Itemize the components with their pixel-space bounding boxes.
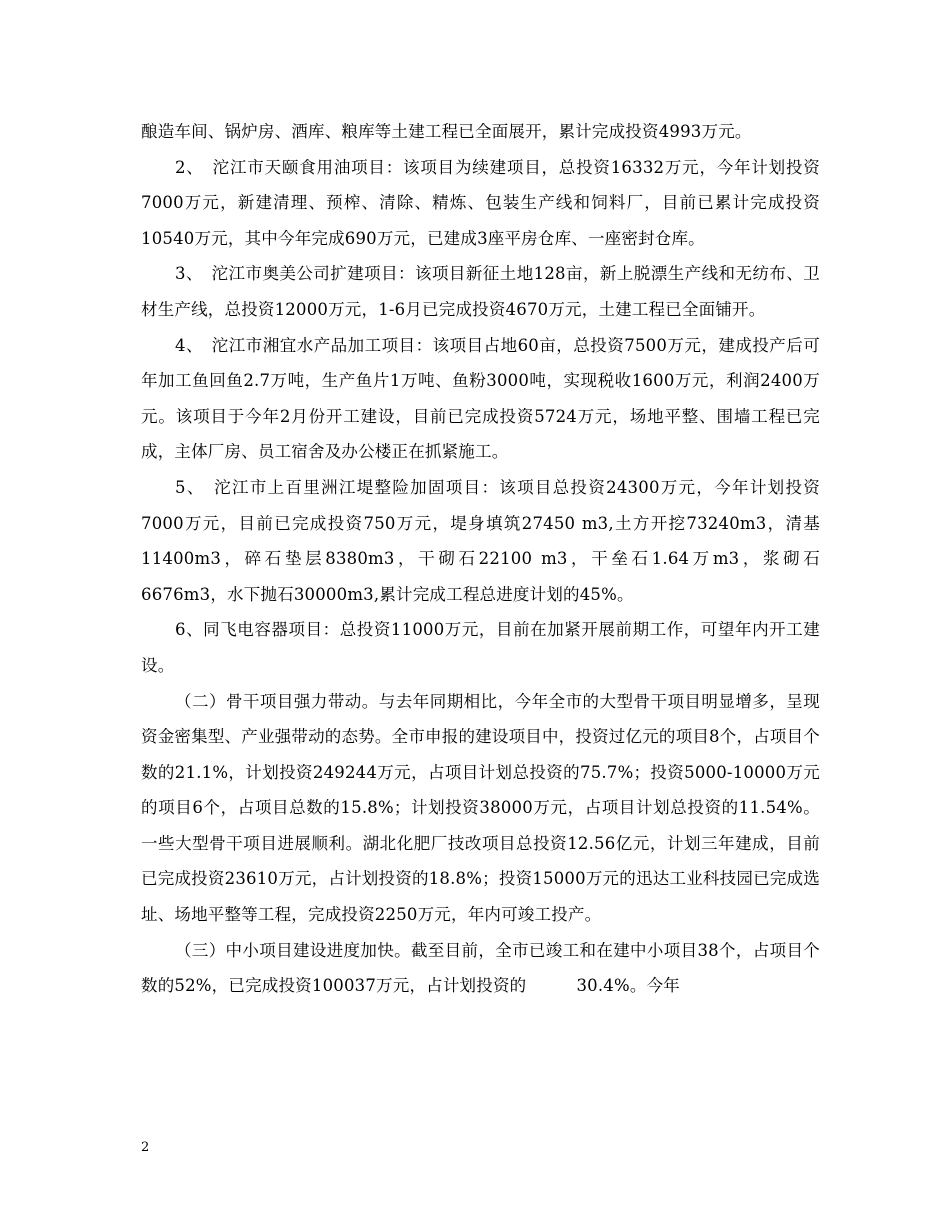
- page-number: 2: [141, 1140, 150, 1155]
- paragraph: 6、同飞电容器项目：总投资11000万元，目前在加紧开展前期工作，可望年内开工建设。: [141, 620, 820, 675]
- paragraph: 3、 沱江市奥美公司扩建项目：该项目新征土地128亩，新上脱漂生产线和无纺布、卫材生产线，总投资12000万元，1-6月已完成投资4670万元，土建工程已全面铺开。: [141, 264, 820, 319]
- paragraph: 2、 沱江市天颐食用油项目：该项目为续建项目，总投资16332万元，今年计划投资7000万元，新建清理、预榨、清除、精炼、包装生产线和饲料厂，目前已累计完成投资10540万元，其中今年完成690万元，已建成3座平房仓库、一座密封仓库。: [141, 157, 820, 248]
- paragraph: （二）骨干项目强力带动。与去年同期相比，今年全市的大型骨干项目明显增多，呈现资金密集型、产业强带动的态势。全市申报的建设项目中，投资过亿元的项目8个，占项目个数的21.1%，计划投资249244万元，占项目计划总投资的75.7%；投资5000-10000万元的项目6个，占项目总数的15.8%；计划投资38000万元，占项目计划总投资的11.54%。一些大型骨干项目进展顺利。湖北化肥厂技改项目总投资12.56亿元，计划三年建成，目前已完成投资23610万元，占计划投资的18.8%；投资15000万元的迅达工业科技园已完成选址、场地平整等工程，完成投资2250万元，年内可竣工投产。: [141, 691, 820, 925]
- paragraph: （三）中小项目建设进度加快。截至目前，全市已竣工和在建中小项目38个，占项目个数的52%，已完成投资100037万元，占计划投资的 30.4%。今年: [141, 940, 820, 996]
- paragraph: 5、 沱江市上百里洲江堤整险加固项目：该项目总投资24300万元，今年计划投资7000万元，目前已完成投资750万元，堤身填筑27450 m3,土方开挖73240m3，清基11400m3，碎石垫层8380m3，干砌石22100 m3，干垒石1.64万m3，浆砌石6676m3，水下抛石30000m3,累计完成工程总进度计划的45%。: [141, 477, 820, 604]
- document-body: [141, 114, 820, 1004]
- paragraph: 4、 沱江市湘宜水产品加工项目：该项目占地60亩，总投资7500万元，建成投产后可年加工鱼回鱼2.7万吨，生产鱼片1万吨、鱼粉3000吨，实现税收1600万元，利润2400万元。该项目于今年2月份开工建设，目前已完成投资5724万元，场地平整、围墙工程已完成，主体厂房、员工宿舍及办公楼正在抓紧施工。: [141, 335, 820, 462]
- paragraph: 酿造车间、锅炉房、酒库、粮库等土建工程已全面展开，累计完成投资4993万元。: [141, 122, 752, 141]
